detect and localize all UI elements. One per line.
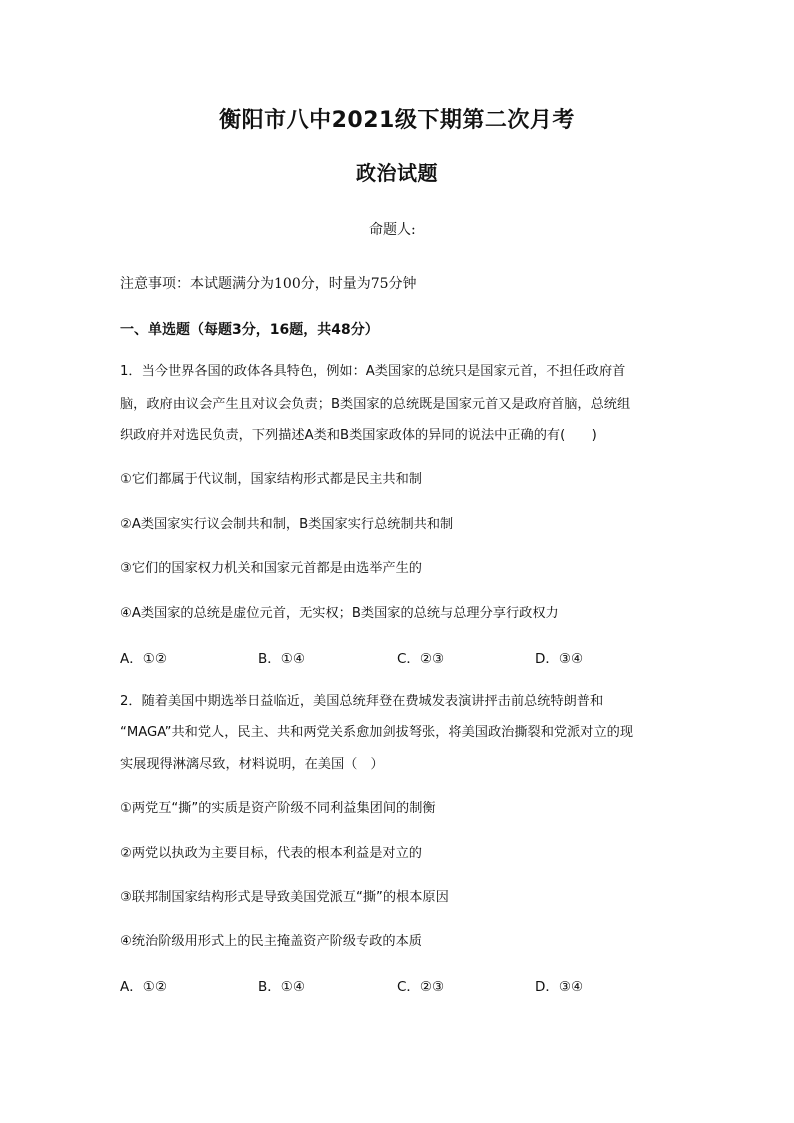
statement-item: ③联邦制国家结构形式是导致美国党派互“撕”的根本原因 bbox=[120, 890, 449, 905]
answer-options bbox=[120, 975, 680, 995]
exam-subject: 政治试题 bbox=[356, 161, 438, 185]
option-b[interactable]: B．①④ bbox=[258, 979, 305, 995]
question-stem-line: 1．当今世界各国的政体各具特色，例如：A类国家的总统只是国家元首，不担任政府首 bbox=[120, 364, 626, 379]
question-stem-line: 2．随着美国中期选举日益临近，美国总统拜登在费城发表演讲抨击前总统特朗普和 bbox=[120, 694, 604, 709]
statement-item: ①两党互“撕”的实质是资产阶级不同利益集团间的制衡 bbox=[120, 801, 436, 816]
exam-notice: 注意事项：本试题满分为100分，时量为75分钟 bbox=[120, 276, 417, 292]
option-d[interactable]: D．③④ bbox=[535, 979, 584, 995]
author-label: 命题人: bbox=[369, 222, 416, 238]
option-c[interactable]: C．②③ bbox=[397, 979, 445, 995]
answer-options bbox=[120, 647, 680, 667]
option-b[interactable]: B．①④ bbox=[258, 651, 305, 667]
question-stem-line: 实展现得淋漓尽致，材料说明，在美国（ ） bbox=[120, 757, 384, 772]
statement-item: ④A类国家的总统是虚位元首，无实权；B类国家的总统与总理分享行政权力 bbox=[120, 606, 559, 621]
question-stem-line: “MAGA”共和党人，民主、共和两党关系愈加剑拔弩张，将美国政治撕裂和党派对立的现 bbox=[120, 725, 634, 740]
statement-item: ①它们都属于代议制，国家结构形式都是民主共和制 bbox=[120, 472, 422, 487]
exam-title: 衡阳市八中2021级下期第二次月考 bbox=[219, 108, 575, 133]
option-c[interactable]: C．②③ bbox=[397, 651, 445, 667]
statement-item: ②两党以执政为主要目标，代表的根本利益是对立的 bbox=[120, 846, 422, 861]
section-heading: 一、单选题（每题3分，16题，共48分） bbox=[120, 322, 379, 338]
statement-item: ②A类国家实行议会制共和制，B类国家实行总统制共和制 bbox=[120, 517, 454, 532]
question-stem-line: 脑，政府由议会产生且对议会负责；B类国家的总统既是国家元首又是政府首脑，总统组 bbox=[120, 397, 631, 412]
option-d[interactable]: D．③④ bbox=[535, 651, 584, 667]
option-a[interactable]: A．①② bbox=[120, 979, 167, 995]
question-stem-line: 织政府并对选民负责，下列描述A类和B类国家政体的异同的说法中正确的有( ) bbox=[120, 428, 597, 443]
statement-item: ③它们的国家权力机关和国家元首都是由选举产生的 bbox=[120, 561, 422, 576]
option-a[interactable]: A．①② bbox=[120, 651, 167, 667]
statement-item: ④统治阶级用形式上的民主掩盖资产阶级专政的本质 bbox=[120, 934, 422, 949]
